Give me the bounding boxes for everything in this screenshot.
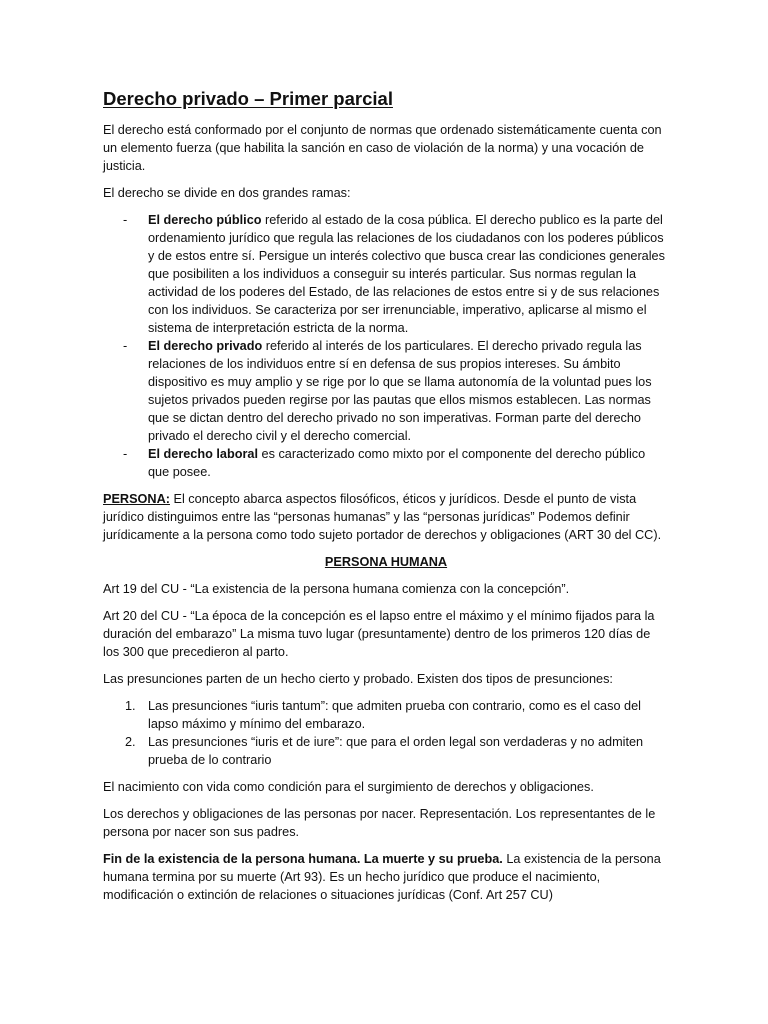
persona-label: PERSONA: <box>103 492 170 506</box>
branch-term: El derecho privado <box>148 339 263 353</box>
list-number: 1. <box>125 699 136 713</box>
intro-paragraph: El derecho está conformado por el conjunto de normas que ordenado sistemáticamente cuenta con un elemento fuerza (que habilita la sanción en caso de violación de la norma) y una vocación de justicia. <box>103 123 662 173</box>
fin-heading: Fin de la existencia de la persona humana. La muerte y su prueba. <box>103 852 503 866</box>
persona-paragraph <box>103 490 669 544</box>
section-heading <box>103 553 669 571</box>
list-item <box>103 445 669 481</box>
art19-paragraph: Art 19 del CU - “La existencia de la persona humana comienza con la concepción”. <box>103 582 570 596</box>
list-item <box>103 337 669 445</box>
nacimiento-paragraph: El nacimiento con vida como condición para el surgimiento de derechos y obligaciones. <box>103 780 594 794</box>
fin-paragraph <box>103 850 669 904</box>
branch-description: referido al estado de la cosa pública. El derecho publico es la parte del ordenamiento jurídico que regula las relaciones de los ciudadanos con los poderes públicos y de estos entre sí. Persigue un interés colectivo que busca crear las condiciones generales que posibiliten a los individuos a conseguir su interés particular. Sus normas regulan la actividad de los poderes del Estado, de las relaciones de estos entre si y de sus relaciones con los individuos. Se caracteriza por ser irrenunciable, imperativo, aplicarse al mismo el sistema de interpretación estricta de la norma. <box>148 213 665 335</box>
list-item <box>103 733 669 769</box>
fin-text: La existencia de la persona humana termina por su muerte (Art 93). Es un hecho jurídico que produce el nacimiento, modificación o extinción de relaciones o situaciones jurídicas (Conf. Art 257 CU) <box>103 852 661 902</box>
persona-text: El concepto abarca aspectos filosóficos, éticos y jurídicos. Desde el punto de vista jurídico distinguimos entre las “personas humanas” y las “personas jurídicas” Podemos definir jurídicamente a la persona como todo sujeto portador de derechos y obligaciones (ART 30 del CC). <box>103 492 662 542</box>
presunciones-intro: Las presunciones parten de un hecho cierto y probado. Existen dos tipos de presunciones: <box>103 672 613 686</box>
presuncion-text: Las presunciones “iuris tantum”: que admiten prueba con contrario, como es el caso del lapso máximo y mínimo del embarazo. <box>148 699 641 731</box>
branch-description: es caracterizado como mixto por el componente del derecho público que posee. <box>148 447 646 479</box>
branch-term: El derecho público <box>148 213 262 227</box>
branch-term: El derecho laboral <box>148 447 258 461</box>
art20-paragraph: Art 20 del CU - “La época de la concepción es el lapso entre el máximo y el mínimo fijados para la duración del embarazo” La misma tuvo lugar (presuntamente) dentro de los primeros 120 días de los 300 que precedieron al parto. <box>103 609 655 659</box>
por-nacer-paragraph: Los derechos y obligaciones de las personas por nacer. Representación. Los representantes de le persona por nacer son sus padres. <box>103 807 656 839</box>
division-intro: El derecho se divide en dos grandes ramas: <box>103 186 351 200</box>
branch-description: referido al interés de los particulares. El derecho privado regula las relaciones de los individuos entre sí en defensa de sus propios intereses. Su ámbito dispositivo es muy amplio y se rige por lo que se llama autonomía de la voluntad pues los sujetos privados pueden regirse por las pautas que ellos mismos establecen. Las normas que se dictan dentro del derecho privado no son imperativas. Forman parte del derecho privado el derecho civil y el derecho comercial. <box>148 339 652 443</box>
document-title: Derecho privado – Primer parcial <box>103 88 393 109</box>
list-bullet: - <box>123 339 128 353</box>
branches-list <box>103 211 669 481</box>
list-number: 2. <box>125 735 136 749</box>
presunciones-list <box>103 697 669 769</box>
list-bullet: - <box>123 213 128 227</box>
list-bullet: - <box>123 447 128 461</box>
list-item <box>103 211 669 337</box>
list-item <box>103 697 669 733</box>
document-content <box>103 86 669 913</box>
section-heading-text: PERSONA HUMANA <box>324 555 448 569</box>
presuncion-text: Las presunciones “iuris et de iure”: que para el orden legal son verdaderas y no admiten prueba de lo contrario <box>148 735 644 767</box>
